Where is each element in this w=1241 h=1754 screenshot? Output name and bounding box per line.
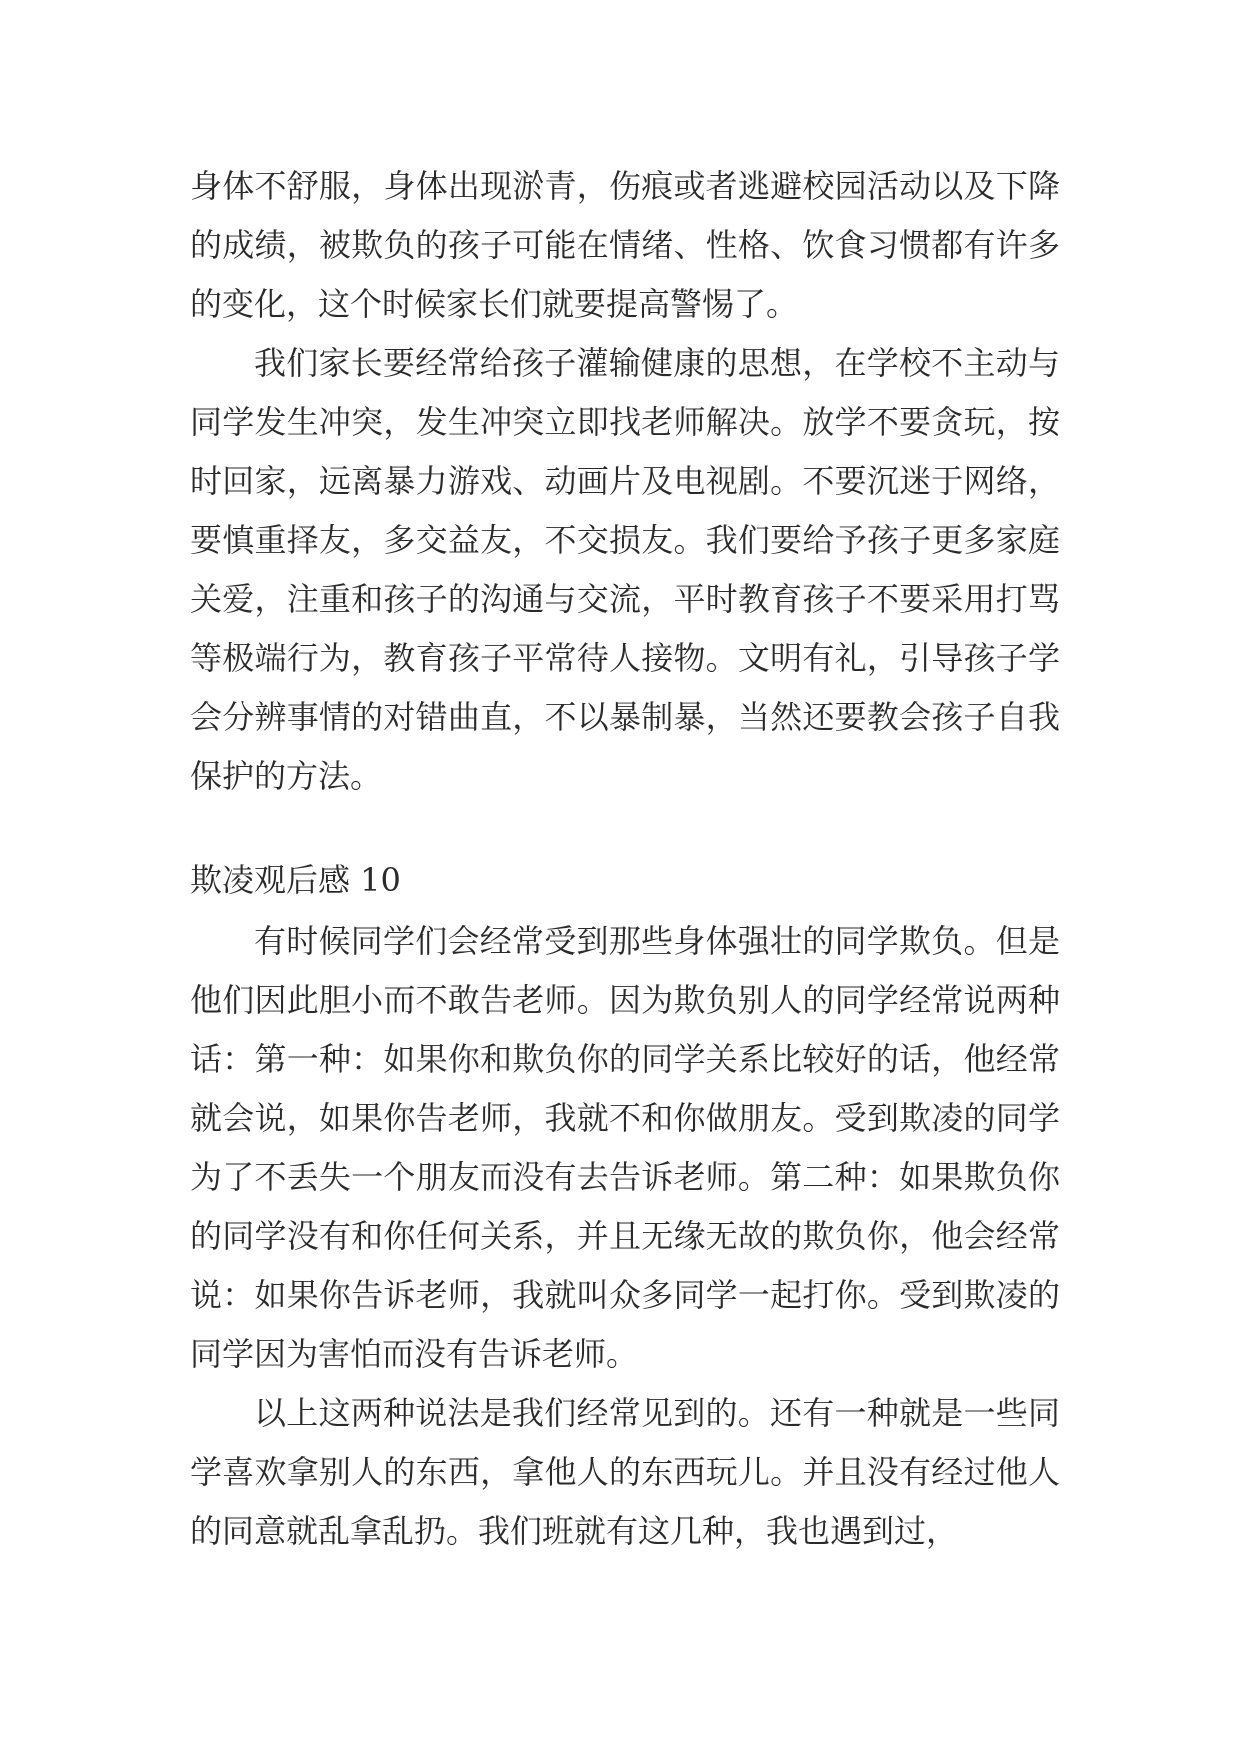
top-text-section bbox=[190, 157, 1060, 806]
paragraph-taking-things: 以上这两种说法是我们经常见到的。还有一种就是一些同学喜欢拿别人的东西，拿他人的东西玩儿。并且没有经过他人的同意就乱拿乱扔。我们班就有这几种，我也遇到过， bbox=[190, 1394, 1060, 1550]
paragraph-symptoms: 身体不舒服，身体出现淤青，伤痕或者逃避校园活动以及下降的成绩，被欺负的孩子可能在情绪、性格、饮食习惯都有许多的变化，这个时候家长们就要提高警惕了。 bbox=[190, 167, 1060, 323]
section-heading: 欺凌观后感 10 bbox=[190, 861, 401, 899]
bottom-text-section bbox=[190, 912, 1060, 1561]
paragraph-bullying-two-kinds: 有时候同学们会经常受到那些身体强壮的同学欺负。但是他们因此胆小而不敢告老师。因为欺负别人的同学经常说两种话：第一种：如果你和欺负你的同学关系比较好的话，他经常就会说，如果你告老师，我就不和你做朋友。受到欺凌的同学为了不丢失一个朋友而没有去告诉老师。第二种：如果欺负你的同学没有和你任何关系，并且无缘无故的欺负你，他会经常说：如果你告诉老师，我就叫众多同学一起打你。受到欺凌的同学因为害怕而没有告诉老师。 bbox=[190, 922, 1060, 1373]
paragraph-parent-guidance: 我们家长要经常给孩子灌输健康的思想，在学校不主动与同学发生冲突，发生冲突立即找老师解决。放学不要贪玩，按时回家，远离暴力游戏、动画片及电视剧。不要沉迷于网络，要慎重择友，多交益友，不交损友。我们要给予孩子更多家庭关爱，注重和孩子的沟通与交流，平时教育孩子不要采用打骂等极端行为，教育孩子平常待人接物。文明有礼，引导孩子学会分辨事情的对错曲直，不以暴制暴，当然还要教会孩子自我保护的方法。 bbox=[190, 344, 1060, 795]
section-heading-block bbox=[190, 851, 1060, 910]
